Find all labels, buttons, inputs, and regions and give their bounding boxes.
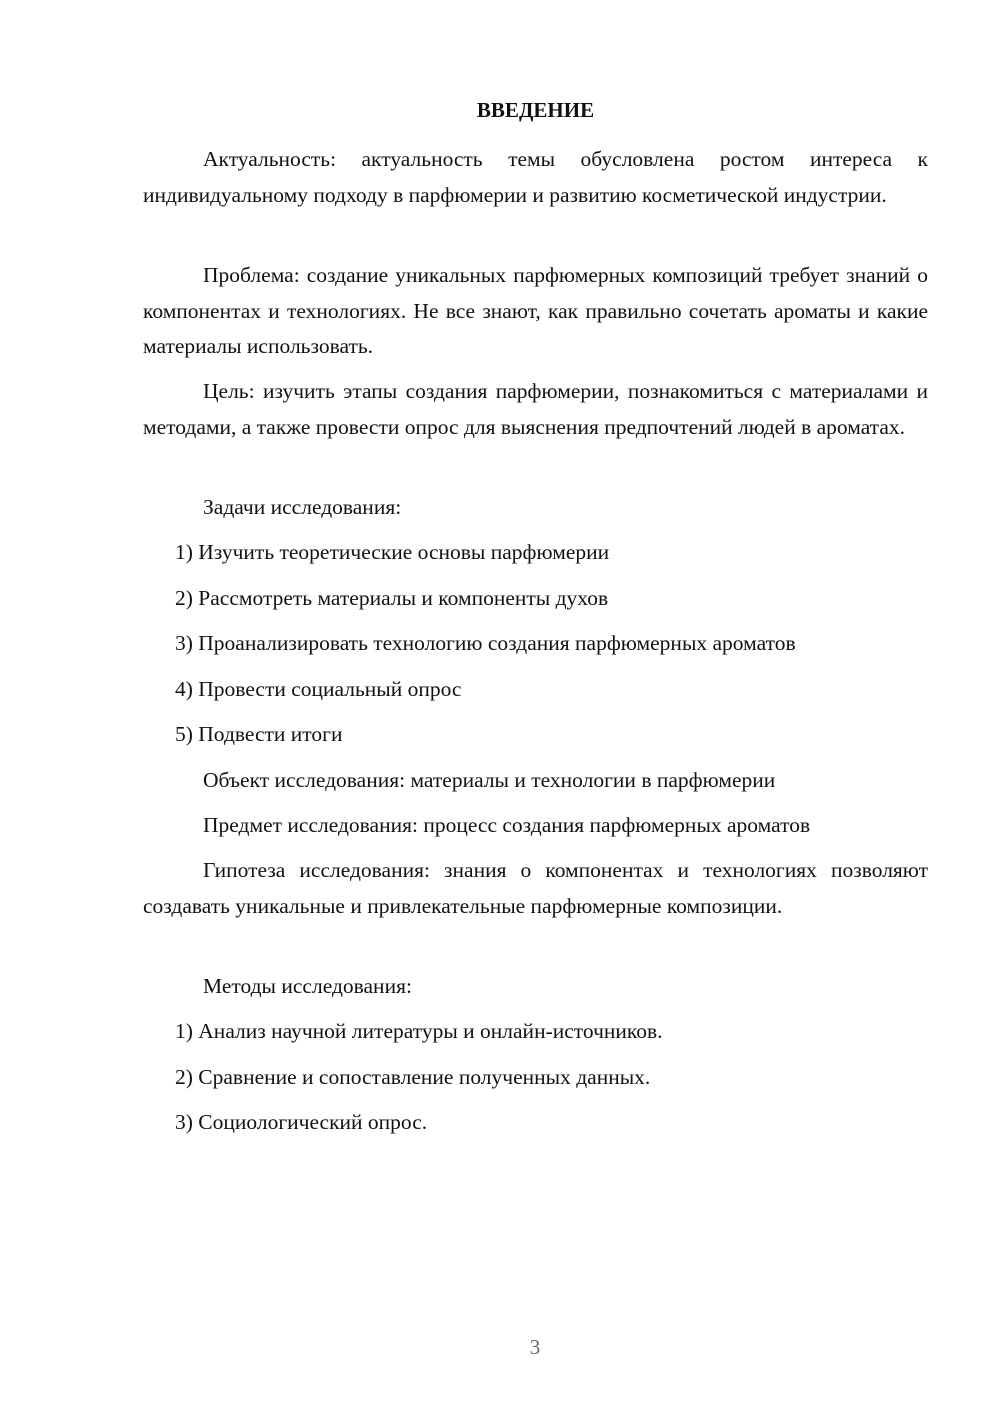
problem-paragraph: Проблема: создание уникальных парфюмерных композиций требует знаний о компонентах и технологиях. Не все знают, как правильно сочетать ароматы и какие материалы использовать. [143,263,928,358]
object-line: Объект исследования: материалы и технологии в парфюмерии [203,768,776,792]
page-number: 3 [529,1335,541,1359]
task-item-2: 2) Рассмотреть материалы и компоненты духов [175,586,609,610]
page-title: ВВЕДЕНИЕ [476,98,595,122]
goal-paragraph: Цель: изучить этапы создания парфюмерии, познакомиться с материалами и методами, а также провести опрос для выяснения предпочтений людей в ароматах. [143,379,928,439]
task-item-3: 3) Проанализировать технологию создания парфюмерных ароматов [175,631,796,655]
methods-heading: Методы исследования: [203,974,412,998]
relevance-paragraph: Актуальность: актуальность темы обусловлена ростом интереса к индивидуальному подходу в парфюмерии и развитию косметической индустрии. [143,147,928,207]
method-item-2: 2) Сравнение и сопоставление полученных данных. [175,1065,651,1089]
subject-line: Предмет исследования: процесс создания парфюмерных ароматов [203,813,811,837]
task-item-1: 1) Изучить теоретические основы парфюмерии [175,540,610,564]
method-item-3: 3) Социологический опрос. [175,1110,428,1134]
hypothesis-paragraph: Гипотеза исследования: знания о компонентах и технологиях позволяют создавать уникальные и привлекательные парфюмерные композиции. [143,858,928,918]
tasks-heading: Задачи исследования: [203,495,402,519]
task-item-5: 5) Подвести итоги [175,722,343,746]
task-item-4: 4) Провести социальный опрос [175,677,462,701]
method-item-1: 1) Анализ научной литературы и онлайн-источников. [175,1019,663,1043]
